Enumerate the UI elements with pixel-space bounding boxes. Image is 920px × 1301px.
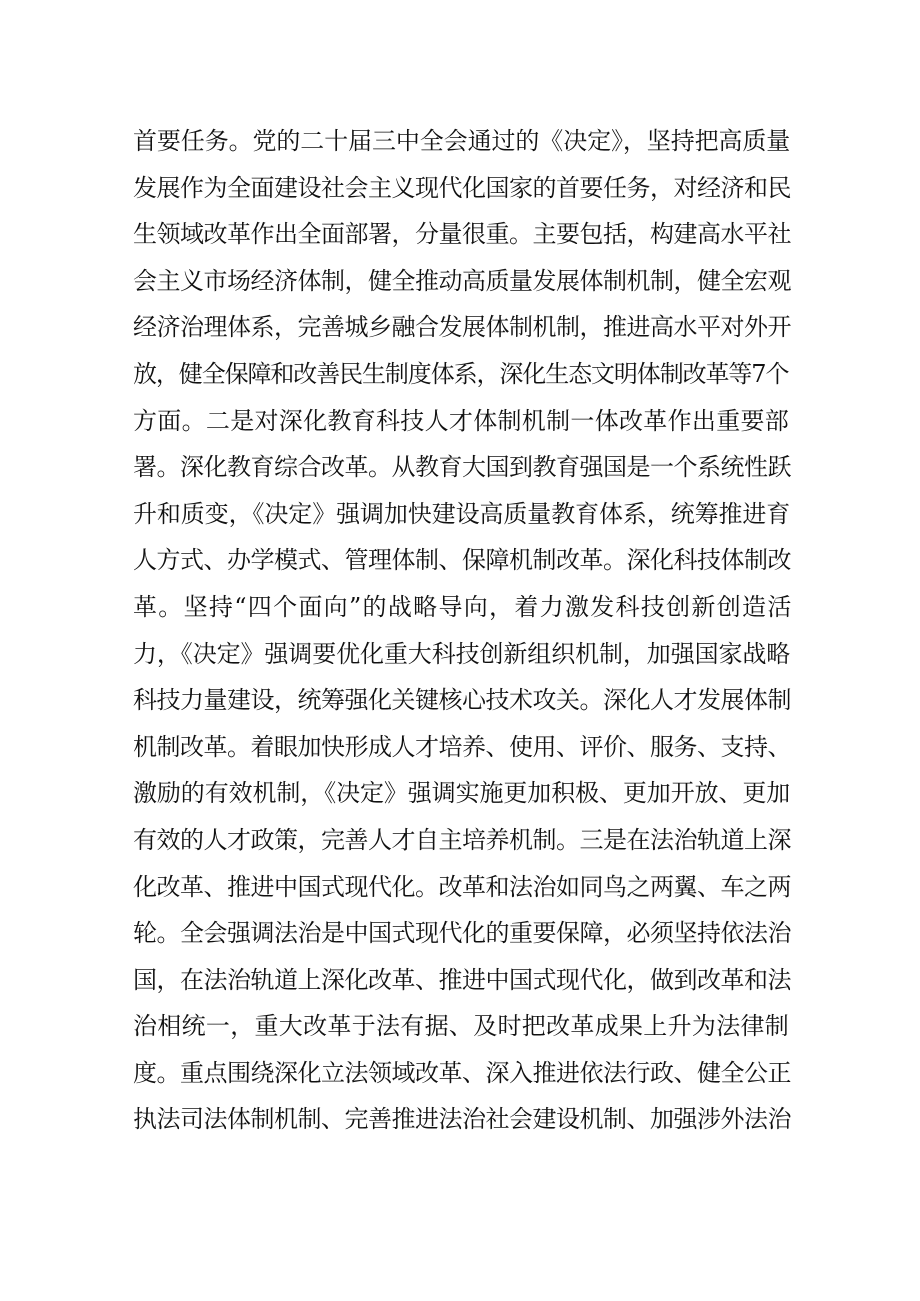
text-line: 化改革、推进中国式现代化。改革和法治如同鸟之两翼、车之两 bbox=[133, 872, 791, 901]
text-line: 首要任务。党的二十届三中全会通过的《决定》，坚持把高质量 bbox=[133, 127, 791, 155]
text-line: 革。坚持“四个面向”的战略导向，着力激发科技创新创造活 bbox=[133, 592, 793, 621]
text-line: 会主义市场经济体制，健全推动高质量发展体制机制，健全宏观 bbox=[133, 266, 791, 295]
text-line: 有效的人才政策，完善人才自主培养机制。三是在法治轨道上深 bbox=[133, 825, 791, 854]
text-line: 放，健全保障和改善民生制度体系，深化生态文明体制改革等7个 bbox=[133, 359, 789, 388]
text-line: 经济治理体系，完善城乡融合发展体制机制，推进高水平对外开 bbox=[133, 313, 791, 342]
text-line: 科技力量建设，统筹强化关键核心技术攻关。深化人才发展体制 bbox=[133, 686, 791, 715]
text-line: 生领域改革作出全面部署，分量很重。主要包括，构建高水平社 bbox=[133, 220, 791, 249]
text-line: 方面。二是对深化教育科技人才体制机制一体改革作出重要部 bbox=[133, 406, 790, 435]
text-line: 激励的有效机制，《决定》强调实施更加积极、更加开放、更加 bbox=[133, 779, 791, 808]
text-line: 署。深化教育综合改革。从教育大国到教育强国是一个系统性跃 bbox=[133, 453, 791, 482]
text-line: 执法司法体制机制、完善推进法治社会建设机制、加强涉外法治 bbox=[133, 1105, 791, 1134]
text-line: 治相统一，重大改革于法有据、及时把改革成果上升为法律制 bbox=[133, 1012, 790, 1041]
body-text bbox=[133, 118, 793, 1143]
text-line: 度。重点围绕深化立法领域改革、深入推进依法行政、健全公正 bbox=[133, 1058, 791, 1087]
text-line: 轮。全会强调法治是中国式现代化的重要保障，必须坚持依法治 bbox=[133, 919, 791, 948]
text-line: 人方式、办学模式、管理体制、保障机制改革。深化科技体制改 bbox=[133, 546, 791, 575]
text-line: 机制改革。着眼加快形成人才培养、使用、评价、服务、支持、 bbox=[133, 732, 791, 761]
text-line: 升和质变，《决定》强调加快建设高质量教育体系，统筹推进育 bbox=[133, 499, 791, 528]
text-line: 力，《决定》强调要优化重大科技创新组织机制，加强国家战略 bbox=[133, 639, 791, 668]
text-line: 国，在法治轨道上深化改革、推进中国式现代化，做到改革和法 bbox=[133, 965, 791, 994]
text-line: 发展作为全面建设社会主义现代化国家的首要任务，对经济和民 bbox=[133, 173, 791, 202]
